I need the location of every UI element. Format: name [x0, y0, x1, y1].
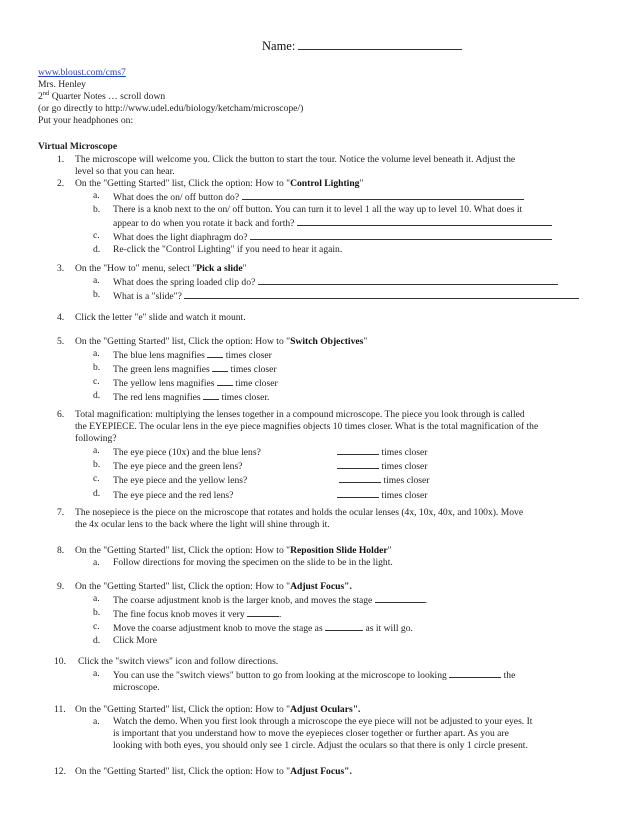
question-6: 6. Total magnification: multiplying the lenses together in a compound microscope. The piece you look through is called the EYEPIECE. The ocular lens in the eye piece magnifies objects 10 times closer. What is the total magnification of the following? a. The eye piece (10x) and the blue lens? times closer b. The eye piece and the green lens? times closer c. The eye piece and the yellow lens? times closer d. The eye piece and the red lens? times closer: [57, 409, 539, 501]
question-3: 3. On the "How to" menu, select "Pick a slide" a. What does the spring loaded clip do? b. What is a "slide"?: [38, 263, 604, 303]
teacher-name: Mrs. Henley: [38, 79, 86, 91]
name-field: [262, 38, 462, 54]
question-9: 9. On the "Getting Started" list, Click the option: How to "Adjust Focus". a. The coarse adjustment knob is the larger knob, and moves the stage . b. The fine focus knob moves it very . c. Move the coarse adjustment knob to move the stage as as it will go. d. Click More: [57, 581, 428, 647]
question-7: 7. The nosepiece is the piece on the microscope that rotates and holds the ocular lenses (4x, 10x, 40x, and 100x). Move the 4x ocular lens to the back where the light will shine through it.: [57, 507, 524, 531]
name-blank[interactable]: [298, 38, 462, 50]
answer-blank[interactable]: [337, 445, 379, 455]
answer-blank[interactable]: [250, 230, 552, 240]
question-11: 11. On the "Getting Started" list, Click the option: How to "Adjust Oculars". a. Watch the demo. When you first look through a microscope the eye piece will not be adjusted to your eyes. It is important that you understand how to move the eyepieces closer together or further apart. As you are looking with both eyes, you should only see 1 circle. Adjust the oculars so that there is only 1 circle present.: [54, 704, 533, 752]
section-title: Virtual Microscope: [38, 141, 118, 152]
question-4: 4. Click the letter "e" slide and watch it mount.: [57, 312, 246, 323]
alt-link-text: (or go directly to http://www.udel.edu/biology/ketcham/microscope/): [38, 103, 304, 115]
answer-blank[interactable]: [207, 348, 223, 358]
answer-blank[interactable]: [217, 376, 233, 386]
answer-blank[interactable]: [184, 289, 579, 299]
bloust-link[interactable]: www.bloust.com/cms7: [38, 67, 126, 78]
question-1: 1. The microscope will welcome you. Click the button to start the tour. Notice the volume level beneath it. Adjust the level so that you can hear.: [57, 154, 516, 178]
answer-blank[interactable]: [203, 390, 219, 400]
answer-blank[interactable]: [297, 216, 552, 226]
answer-blank[interactable]: [339, 473, 381, 483]
question-12: 12. On the "Getting Started" list, Click the option: How to "Adjust Focus".: [54, 766, 352, 777]
answer-blank[interactable]: [337, 488, 379, 498]
answer-blank[interactable]: [242, 190, 524, 200]
question-5: 5. On the "Getting Started" list, Click the option: How to "Switch Objectives" a. The blue lens magnifies times closer b. The green lens magnifies times closer c. The yellow lens magnifies time closer d. The red lens magnifies times closer.: [57, 336, 368, 404]
answer-blank[interactable]: [337, 459, 379, 469]
answer-blank[interactable]: [247, 607, 279, 617]
question-10: 10. Click the "switch views" icon and follow directions. a. You can use the "switch views" button to go from looking at the microscope to looking the microscope.: [54, 656, 516, 694]
quarter-notes: 2nd Quarter Notes … scroll down: [38, 90, 166, 103]
header-block: [38, 67, 303, 127]
answer-blank[interactable]: [212, 362, 228, 372]
headphones-text: Put your headphones on:: [38, 115, 134, 127]
answer-blank[interactable]: [325, 621, 363, 631]
answer-blank[interactable]: [375, 593, 425, 603]
answer-blank[interactable]: [258, 275, 558, 285]
answer-blank[interactable]: [449, 668, 501, 678]
question-2: 2. On the "Getting Started" list, Click the option: How to "Control Lighting" a. What does the on/ off button do? b. There is a knob next to the on/ off button. You can turn it to level 1 all the way up to level 10. What does it appear to do when you rotate it back and forth? c. What does the light diaphragm do? d. Re-click the "Control Lighting" if you need to hear it again.: [38, 178, 604, 257]
question-8: 8. On the "Getting Started" list, Click the option: How to "Reposition Slide Holder" a. Follow directions for moving the specimen on the slide to be in the light.: [57, 545, 393, 569]
name-label: Name:: [262, 39, 296, 53]
